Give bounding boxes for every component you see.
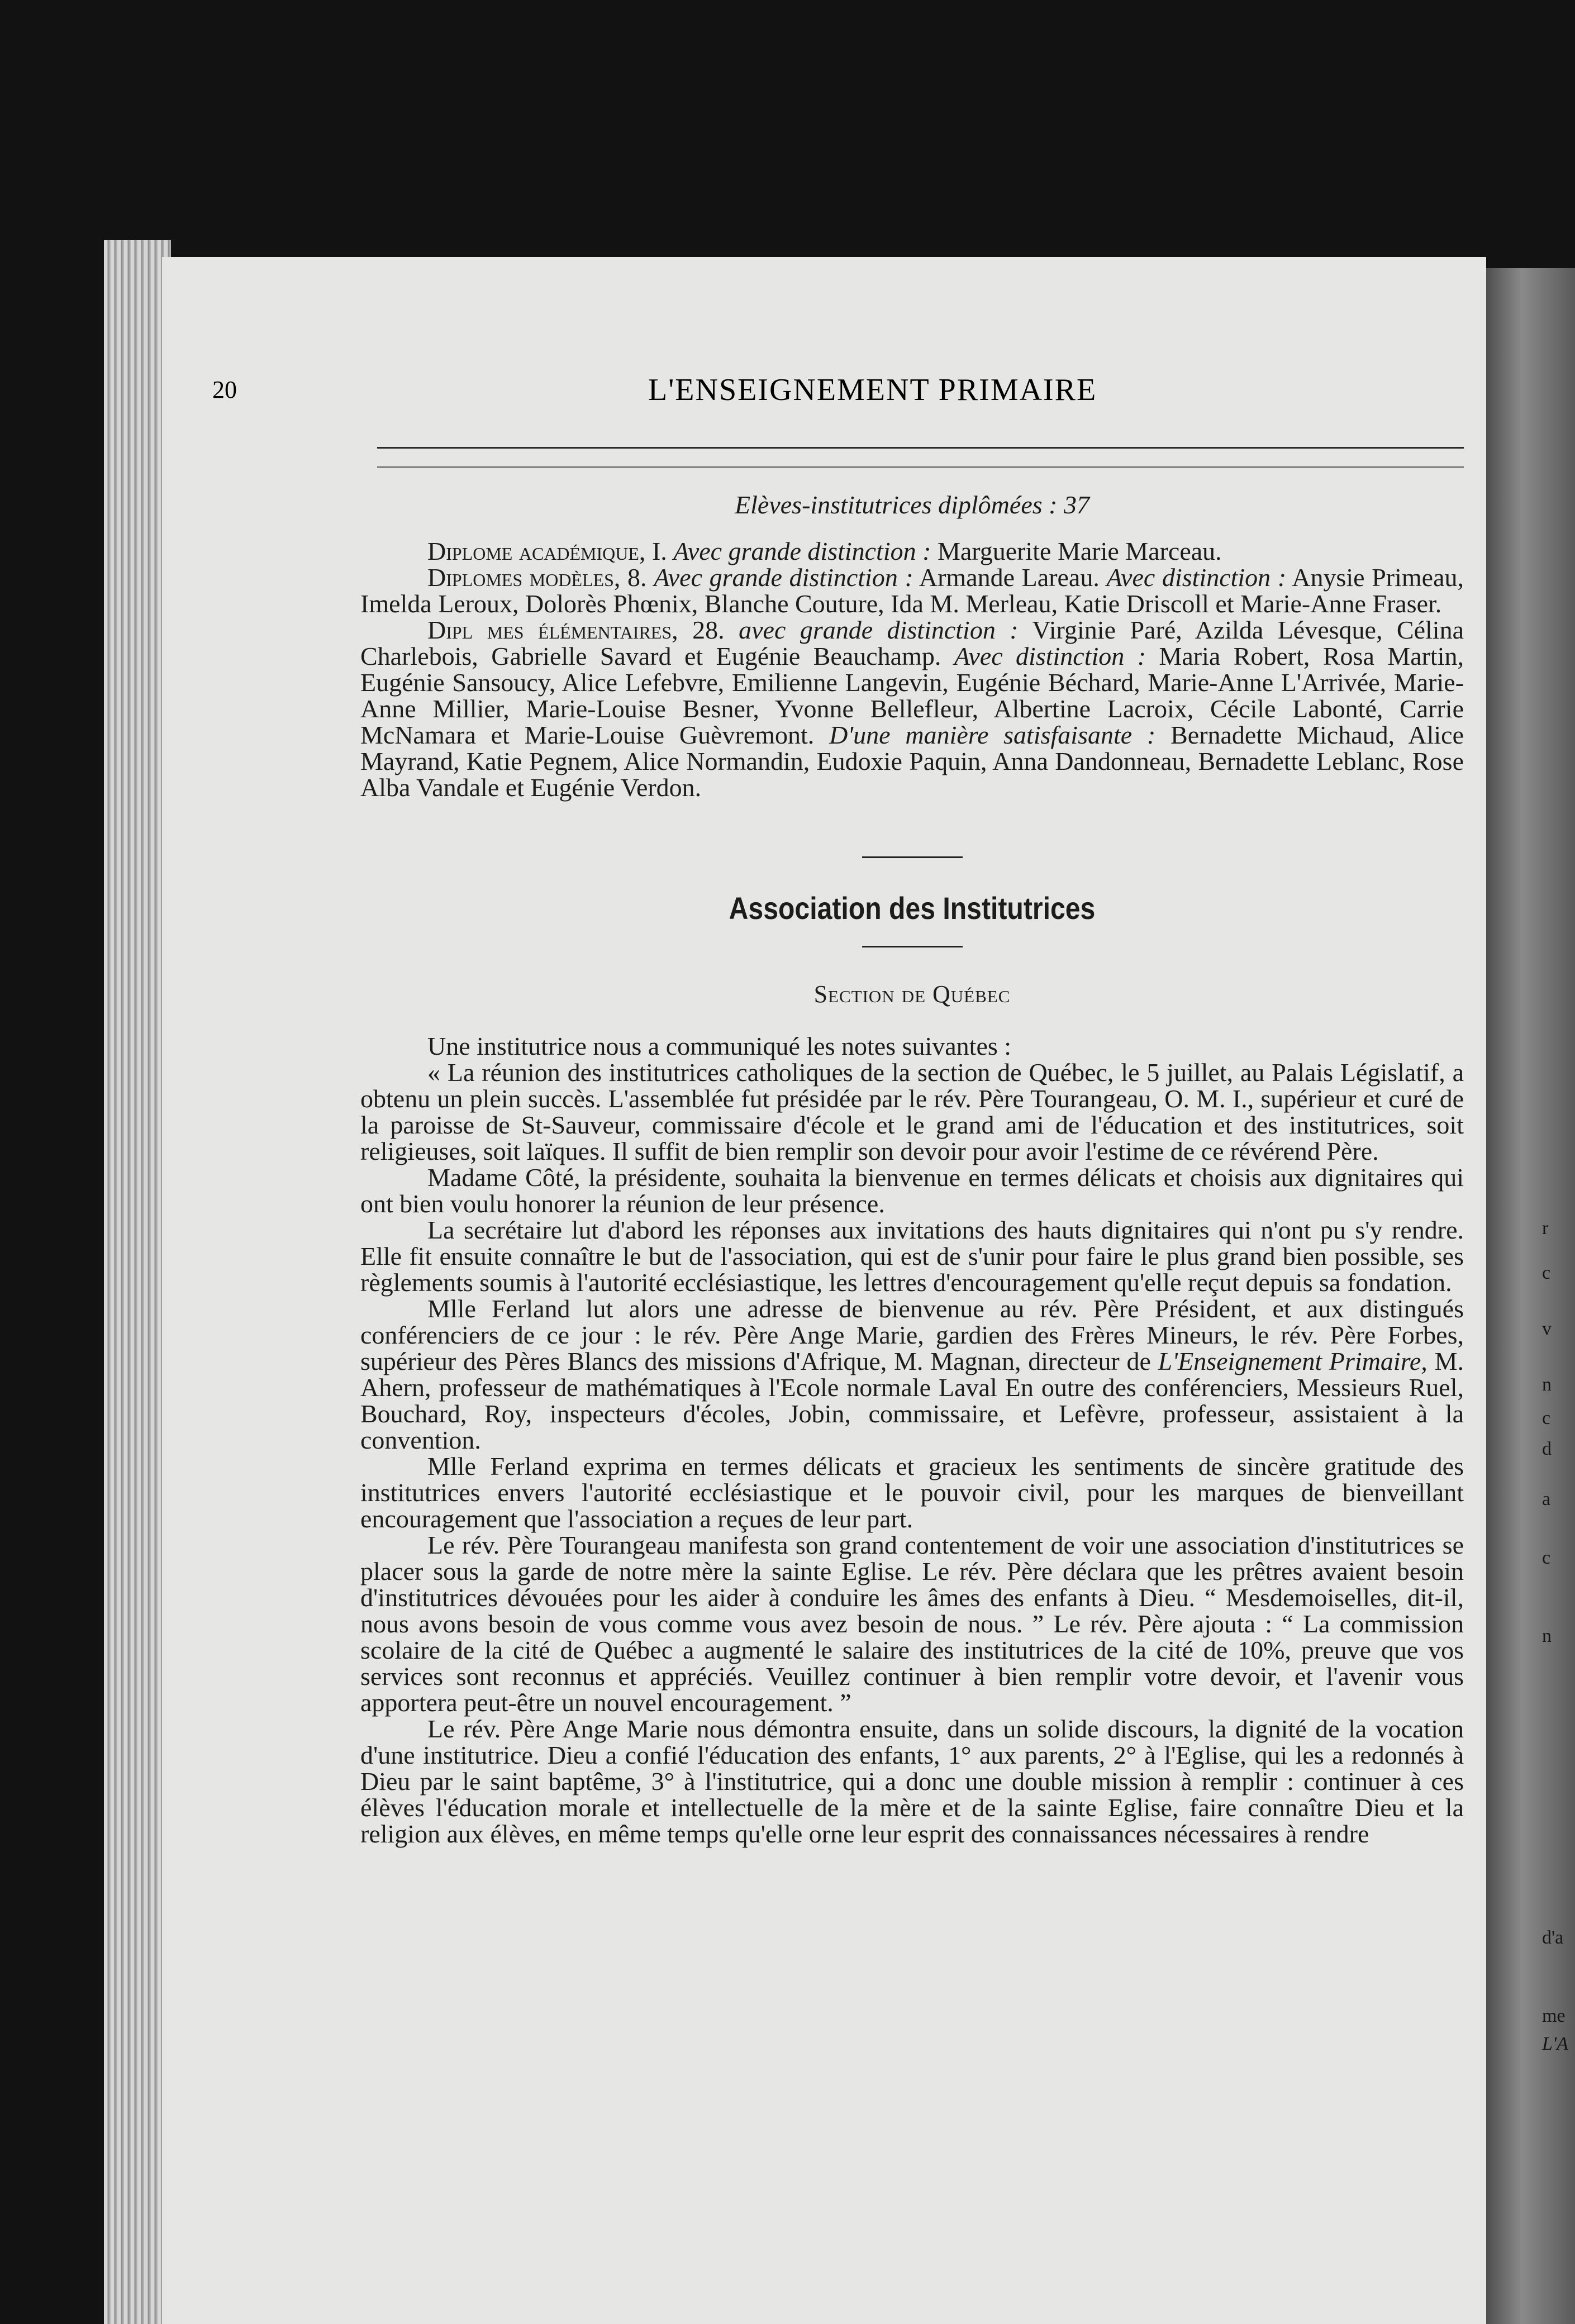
running-title: L'ENSEIGNEMENT PRIMAIRE [648, 373, 1097, 407]
diploma-count: 8. [620, 563, 654, 592]
names-list: Armande Lareau. [913, 563, 1107, 592]
section-divider [862, 856, 963, 858]
fragment-text: a [1542, 1489, 1551, 1509]
article-paragraph: Mlle Ferland exprima en termes délicats et gracieux les sentiments de sincère gratitude des institutrices envers l'autorité ecclésiastique et le pouvoir civil, pour les marques de bienveillant encouragement que l'association a reçues de leur part. [360, 1452, 1464, 1533]
page-stack-edge [104, 240, 171, 2324]
fragment-text: d'a [1542, 1927, 1564, 1948]
fragment-text: c [1542, 1263, 1551, 1283]
paragraph-text: M. Ahern, professeur de mathématiques à l'Ecole normale Laval En outre des conférenciers, Messieurs Ruel, Bouchard, Roy, inspecteurs d'écoles, Jobin, commissaire, et Lefèvre, professeur, assistaient à la convention. [360, 1347, 1464, 1454]
names-list: Virginie Paré, Azilda Lévesque, Célina Charlebois, Gabrielle Savard et Eugénie Beauchamp. [360, 616, 1464, 670]
diploma-label: Diplome académique, [427, 537, 646, 565]
distinction-label: D'une manière satisfaisante : [829, 721, 1156, 749]
distinction-label: avec grande distinction : [739, 616, 1019, 644]
article-paragraph: La secrétaire lut d'abord les réponses aux invitations des hauts dignitaires qui n'ont pu s'y rendre. Elle fit ensuite connaître le but de l'association, qui est de s'unir pour faire le plus grand bien possible, ses règlements soumis à l'autorité ecclésiastique, les lettres d'encouragement qu'elle reçut depuis sa fondation. [360, 1216, 1464, 1297]
fragment-text: r [1542, 1218, 1549, 1239]
distinction-label: Avec grande distinction : [673, 537, 931, 565]
diplomas-subtitle: Elèves-institutrices diplômées : 37 [735, 490, 1089, 519]
article-body [360, 492, 1464, 1847]
section-subtitle: Section de Québec [813, 980, 1011, 1008]
diploma-label: Diplomes modèles, [427, 563, 621, 592]
fragment-text: c [1542, 1408, 1551, 1428]
fragment-text: me [1542, 2006, 1566, 2026]
article-paragraph: Le rév. Père Ange Marie nous démontra ensuite, dans un solide discours, la dignité de la vocation d'une institutrice. Dieu a confié l'éducation des enfants, 1° aux parents, 2° à l'Eglise, qui les a redonnés à Dieu par le saint baptême, 3° à l'institutrice, qui a donc une double mission à remplir : continuer à ces élèves l'éducation morale et intellectuelle de la mère et de la sainte Eglise, faire connaître Dieu et la religion aux élèves, en même temps qu'elle orne leur esprit des connaissances nécessaires à rendre [360, 1715, 1464, 1848]
names-list: Maria Robert, Rosa Martin, Eugénie Sansoucy, Alice Lefebvre, Emilienne Langevin, Eugénie Béchard, Marie-Anne L'Arrivée, Marie-Anne Millier, Marie-Louise Besner, Yvonne Bellefleur, Albertine Lacroix, Cécile Labonté, Carrie McNamara et Marie-Louise Guèvremont. [360, 642, 1464, 749]
model-diploma-paragraph [360, 564, 1464, 617]
header-rule [377, 466, 1464, 468]
paragraph-text: Mlle Ferland lut alors une adresse de bienvenue au rév. Père Président, et aux distingués conférenciers de ce jour : le rév. Père Ange Marie, gardien des Frères Mineurs, le rév. Père Forbes, supérieur des Pères Blancs des missions d'Afrique, M. Magnan, directeur de [360, 1294, 1464, 1375]
diploma-count: 28. [678, 616, 739, 644]
article-paragraph [360, 1296, 1464, 1453]
fragment-text: L'A [1542, 2034, 1568, 2054]
article-paragraph: Le rév. Père Tourangeau manifesta son grand contentement de voir une association d'institutrices se placer sous la garde de notre mère la sainte Eglise. Le rév. Père déclara que les prêtres avaient besoin d'institutrices dévouées pour les aider à conduire les âmes des enfants à Dieu. “ Mesdemoiselles, dit-il, nous avons besoin de vous comme vous avez besoin de nous. ” Le rév. Père ajouta : “ La commission scolaire de la cité de Québec a augmenté le salaire des institutrices de la cité de 10%, preuve que vos services sont reconnus et appréciés. Veuillez continuer à bien remplir votre devoir, et l'avenir vous apportera peut-être un nouvel encouragement. ” [360, 1531, 1464, 1717]
elementary-diploma-paragraph [360, 617, 1464, 801]
names-list: Anysie Primeau, Imelda Leroux, Dolorès Phœnix, Blanche Couture, Ida M. Merleau, Katie Driscoll et Marie-Anne Fraser. [360, 563, 1464, 618]
diploma-count: I. [645, 537, 674, 565]
article-paragraph: Madame Côté, la présidente, souhaita la bienvenue en termes délicats et choisis aux dignitaires qui ont bien voulu honorer la réunion de leur présence. [360, 1163, 1464, 1218]
distinction-label: Avec distinction : [1106, 563, 1287, 592]
distinction-label: Avec distinction : [954, 642, 1146, 670]
header-rule [377, 447, 1464, 449]
article-paragraph: « La réunion des institutrices catholiques de la section de Québec, le 5 juillet, au Palais Législatif, a obtenu un plein succès. L'assemblée fut présidée par le rév. Père Tourangeau, O. M. I., supérieur et curé de la paroisse de St-Sauveur, commissaire d'école et le grand ami de l'éducation et des institutrices, soit religieuses, soit laïques. Il suffit de bien remplir son devoir pour avoir l'estime de ce révérend Père. [360, 1058, 1464, 1165]
journal-title: L'Enseignement Primaire, [1158, 1347, 1428, 1375]
facing-page-fragments [1531, 0, 1575, 2324]
article-paragraph: Une institutrice nous a communiqué les notes suivantes : [427, 1032, 1012, 1060]
names-list: Bernadette Michaud, Alice Mayrand, Katie Pegnem, Alice Normandin, Eudoxie Paquin, Anna Dandonneau, Bernadette Leblanc, Rose Alba Vandale et Eugénie Verdon. [360, 721, 1464, 802]
page-number: 20 [212, 376, 237, 403]
fragment-text: c [1542, 1547, 1551, 1568]
page-header [212, 375, 1469, 420]
fragment-text: v [1542, 1318, 1552, 1339]
academic-diploma-paragraph [360, 538, 1464, 564]
names-list: Marguerite Marie Marceau. [931, 537, 1222, 565]
distinction-label: Avec grande distinction : [654, 563, 913, 592]
section-title: Association des Institutrices [729, 890, 1096, 926]
section-divider [862, 946, 963, 947]
diploma-label: Dipl mes élémentaires, [427, 616, 678, 644]
fragment-text: n [1542, 1374, 1552, 1395]
fragment-text: d [1542, 1439, 1552, 1459]
fragment-text: n [1542, 1626, 1552, 1646]
